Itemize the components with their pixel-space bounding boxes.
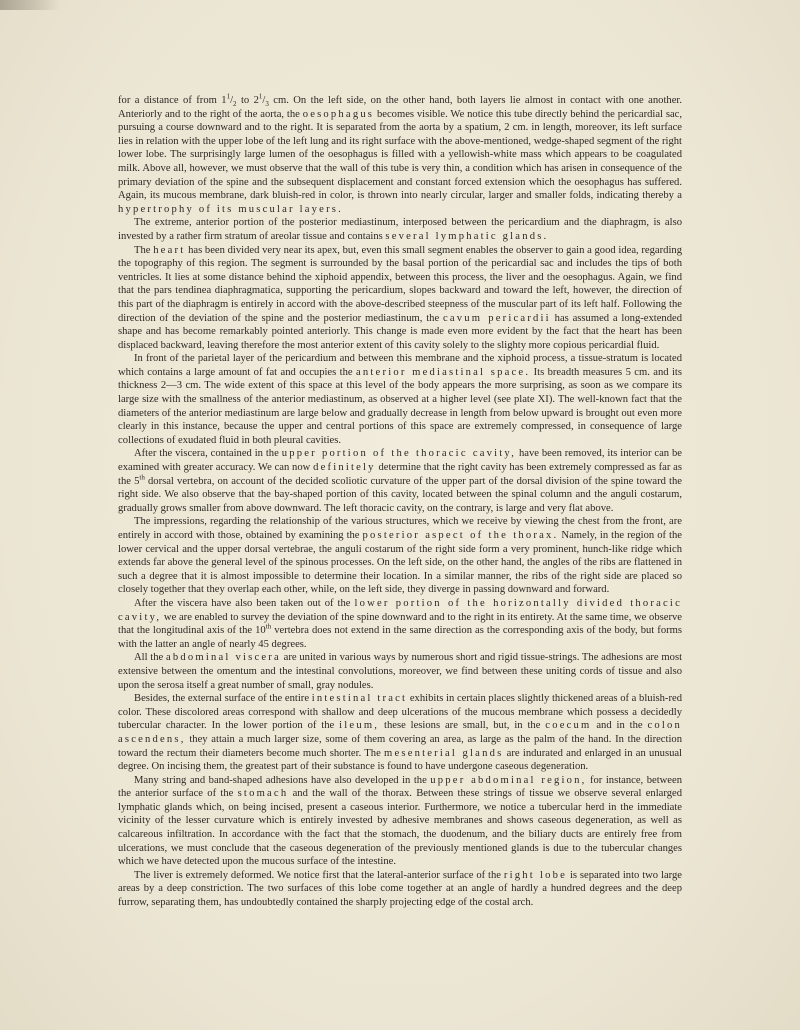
- paragraph: [118, 651, 682, 692]
- text-run: The liver is extremely deformed. We notice first that the lateral-anterior surface of the: [134, 869, 504, 881]
- spaced-emphasis: anterior mediastinal space.: [356, 366, 531, 378]
- text-run: th: [139, 473, 145, 482]
- text-run: 1: [226, 92, 231, 101]
- spaced-emphasis: hypertrophy of its muscular layers.: [118, 203, 343, 215]
- text-run: have been removed, its interior can be examined with greater accuracy. We can now: [118, 448, 682, 474]
- text-run: After the viscera, contained in the: [134, 448, 282, 460]
- text-run: dorsal vertebra, on account of the decided scoliotic curvature of the upper part of the dorsal division of the spine toward the right side. We also observe that the bay-shaped portion of this cavity, located between the spinal column and the anguli costarum, gradually grows smaller from above downward. The left thoracic cavity, on the contrary, is large and very flat above.: [118, 475, 682, 514]
- text-run: Besides, the external surface of the entire: [134, 693, 312, 705]
- text-run: they attain a much larger size, some of them covering an area, as large as the palm of the hand. In the direction toward the rectum their diameters become much shorter. The: [118, 733, 682, 759]
- text-run: All the: [134, 652, 167, 664]
- spaced-emphasis: upper portion of the thoracic cavity,: [281, 448, 517, 460]
- text-run: 3: [265, 100, 269, 109]
- spaced-emphasis: cavum pericardii: [442, 312, 551, 324]
- spaced-emphasis: ileum,: [339, 720, 380, 732]
- text-run: Its breadth measures 5 cm. and its thickness 2—3 cm. The wide extent of this space at this level of the body appears the more surprising, as soon as we compare its large size with the smallness of the anterior mediastinum, as observed at a higher level (see plate XI). The well-known fact that the diameters of the anterior mediastinum are large below and gradually decrease in length from below upward is brought out even more clearly in this instance, because the upper and central portions of this space are extremely compressed, in consequence of large collections of exudated fluid in both pleural cavities.: [118, 366, 682, 446]
- paragraph: [118, 597, 682, 651]
- text-run: to 2: [236, 95, 259, 106]
- text-run: are united in various ways by numerous short and rigid tissue-strings. The adhesions are most extensive between the omentum and the intestinal convolutions, moreover, we find between these uniting cords of tissue and also upon the serosa itself a great number of small, gray nodules.: [118, 652, 683, 691]
- text-run: The extreme, anterior portion of the posterior mediastinum, interposed between the pericardium and the diaphragm, is also invested by a rather firm stratum of areolar tissue and contains: [118, 217, 682, 242]
- text-run: vertebra does not extend in the same direction as the corresponding axis of the body, but forms with the latter an angle of nearly 45 degrees.: [118, 625, 683, 650]
- text-run: for a distance of from 1: [118, 95, 227, 106]
- text-run: and the wall of the thorax. Between these strings of tissue we observe several enlarged lymphatic glands which, on being incised, present a caseous interior. Furthermore, we notice a tubercular herd in the immediate vicinity of the lesser curvature which is entirely invested by adhesive membranes and shows caseous degeneration, as well as calcareous infiltration. In accordance with the fact that the stomach, the duodenum, and the biliary ducts are entirely free from ulcerations, we must conclude that the caseous degeneration of the previously mentioned glands is due to the tubercular changes which we have detected upon the mucous surface of the intestine.: [118, 788, 682, 868]
- text-run: 2: [233, 100, 237, 109]
- text-run: 1: [258, 92, 263, 101]
- text-run: becomes visible. We notice this tube directly behind the pericardial sac, pursuing a course downward and to the right. It is separated from the aorta by a spatium, 2 cm. in length, moreover, its left surface lies in relation with the upper lobe of the left lung and its right surface with the above-mentioned, wedge-shaped segment of the right lower lobe. The surprisingly large lumen of the oesophagus is filled with a yellowish-white mass which appears to be coagulated milk. Above all, however, we must observe that the wall of this tube is very thin, a condition which has arisen in consequence of the primary deviation of the spine and the subsequent displacement and constant forced extension which the oesophagus has suffered. Again, its mucous membrane, dark bluish-red in color, is thrown into nearly circular, larger and smaller folds, indicating thereby a: [118, 108, 683, 202]
- text-run: for instance, between the anterior surface of the: [118, 774, 682, 800]
- text-run: In front of the parietal layer of the pericardium and between this membrane and the xiphoid process, a tissue-stratum is located which contains a large amount of fat and occupies the: [118, 353, 682, 378]
- text-run: After the viscera have also been taken out of the: [134, 597, 355, 609]
- spaced-emphasis: posterior aspect of the thorax.: [362, 530, 559, 541]
- spaced-emphasis: right lobe: [503, 869, 568, 881]
- paragraph: [118, 692, 682, 774]
- text-run: exhibits in certain places slightly thickened areas of a bluish-red color. These discolored areas correspond with shallow and deep ulcerations of the mucous membrane which possess a decidedly tubercular character. In the lower portion of the: [118, 693, 682, 732]
- spaced-emphasis: upper abdominal region,: [430, 774, 587, 786]
- text-run: we are enabled to survey the deviation of the spine downward and to the right in its entirety. At the same time, we observe that the longitudinal axis of the 10: [118, 611, 682, 637]
- text-run: has assumed a long-extended shape and has become remarkably pointed anteriorly. This change is made even more evident by the fact that the heart has been displaced backward, leaving therefore the most anterior extent of this cavity solely to the slighty more copious pericardial fluid.: [118, 312, 683, 351]
- text-run: The: [134, 244, 154, 256]
- spaced-emphasis: definitely: [313, 462, 376, 474]
- text-run: Many string and band-shaped adhesions have also developed in the: [134, 774, 431, 786]
- paragraph: [118, 352, 682, 447]
- text-run: and in the: [591, 720, 648, 732]
- text-run: Namely, in the region of the lower cervical and the upper dorsal vertebrae, the anguli costarum of the right side form a very prominent, hunch-like ridge which extends far above the general level of the spinous processes. On the left side, on the other hand, the angles of the ribs are flattened in such a degree that it is almost impossible to determine their location. In a similar manner, the ribs of the right side are placed so closely together that they overlap each other, while, on the left side, they diverge in passing downward and forward.: [118, 530, 682, 596]
- text-run: /: [230, 95, 234, 106]
- paragraph: [118, 244, 682, 353]
- spaced-emphasis: abdominal viscera: [166, 652, 281, 664]
- spaced-emphasis: stomach: [237, 788, 289, 800]
- text-run: are indurated and enlarged in an unusual degree. On incising them, the greatest part of their substance is found to have undergone caseous degeneration.: [118, 747, 683, 773]
- spaced-emphasis: several lymphatic glands.: [385, 230, 549, 242]
- paragraph: [118, 447, 682, 515]
- spaced-emphasis: coecum: [545, 720, 592, 732]
- paragraph: [118, 869, 682, 910]
- text-run: cm. On the left side, on the other hand, both layers lie almost in contact with one another. Anteriorly and to the right of the aorta, the: [118, 95, 682, 120]
- text-run: th: [265, 622, 272, 631]
- paragraph: [118, 216, 682, 243]
- text-run: /: [262, 95, 266, 106]
- text-run: determine that the right cavity has been extremely compressed as far as the 5: [118, 462, 683, 487]
- spaced-emphasis: mesenterial glands: [384, 747, 504, 759]
- paragraph: [118, 515, 682, 597]
- text-run: is separated into two large areas by a deep constriction. The two surfaces of this lobe come together at an angle of hardly a hundred degrees and the deep furrow, separating them, has undoubtedly contained the sharply projecting edge of the costal arch.: [118, 869, 682, 909]
- spaced-emphasis: lower portion of the horizontally divided thoracic cavity,: [118, 597, 682, 623]
- paragraph: [118, 94, 682, 216]
- text-run: The impressions, regarding the relationship of the various structures, which we receive by viewing the chest from the front, are entirely in accord with those, obtained by examining the: [118, 516, 682, 541]
- paragraph: [118, 774, 682, 869]
- spaced-emphasis: colon ascendens,: [118, 720, 682, 745]
- page-corner-shadow: [0, 0, 60, 10]
- spaced-emphasis: oesophagus: [302, 108, 375, 120]
- spaced-emphasis: intestinal tract: [311, 693, 408, 705]
- body-text: [118, 94, 682, 910]
- text-run: these lesions are small, but, in the: [379, 720, 546, 732]
- spaced-emphasis: heart: [153, 244, 186, 256]
- text-run: has been divided very near its apex, but, even this small segment enables the observer to gain a good idea, regarding the topography of this region. The segment is surrounded by the basal portion of the pericardial sac and includes the tips of both ventricles. It lies at some distance behind the xiphoid appendix, between this process, the liver and the oesophagus. Again, we find that the pars tendinea diaphragmatica, supporting the pericardium, slopes backward and toward the left, however, the direction of this part of the diaphragm is entirely in accord with the above-described steepness of the muscular part of its left half. Following the direction of the deviation of the spine and the posterior mediastinum, the: [118, 244, 682, 324]
